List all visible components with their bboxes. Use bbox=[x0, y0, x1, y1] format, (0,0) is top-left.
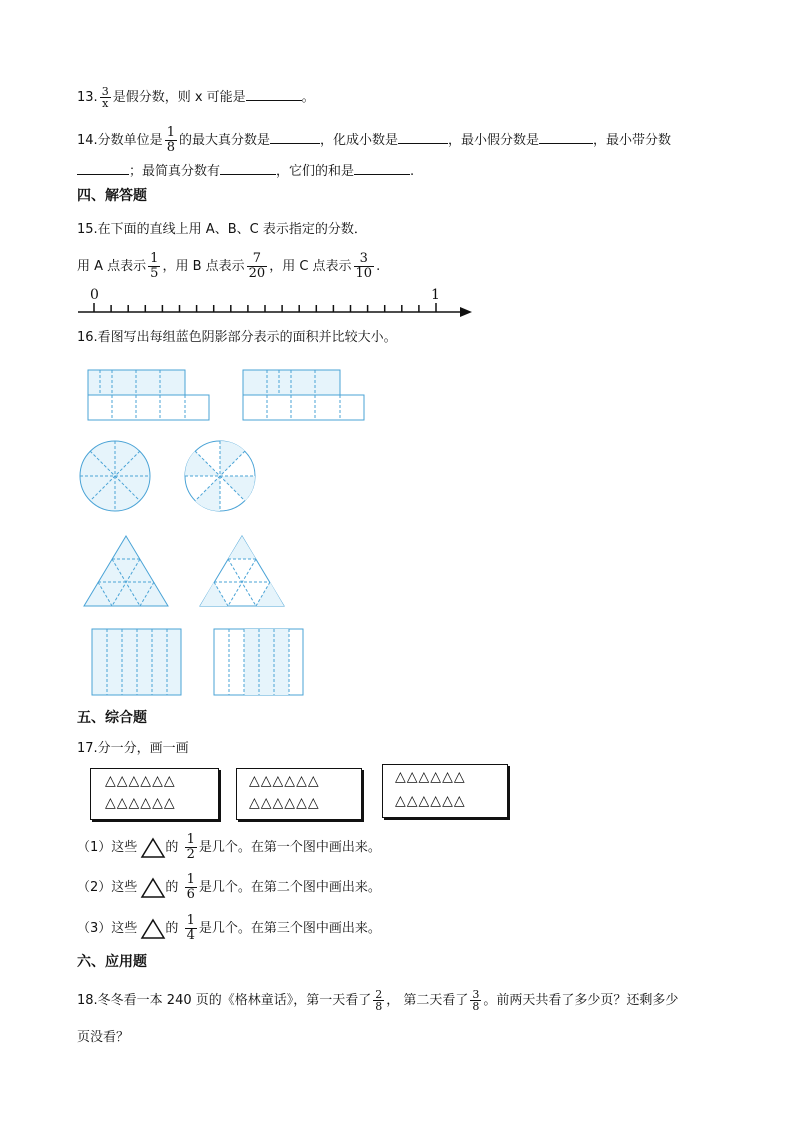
fraction: $\frac{7}{20}$ bbox=[248, 251, 266, 281]
circle-figure-2 bbox=[183, 439, 259, 515]
rectangle-figure-1 bbox=[91, 628, 183, 698]
question-17: 17.分一分，画一画 bbox=[77, 741, 189, 756]
fraction: $\frac{3}{x}$ bbox=[101, 85, 109, 110]
triangle-icon bbox=[141, 838, 165, 858]
fraction: $\frac{3}{10}$ bbox=[355, 251, 373, 281]
answer-blank[interactable] bbox=[354, 162, 410, 175]
triangle-box-3[interactable] bbox=[382, 764, 508, 818]
section-heading: 四、解答题 bbox=[77, 188, 147, 204]
question-15-instructions: 用 A 点表示 $\frac{1}{5}$ ，用 B 点表示 $\frac{7}{20}$ ，用 C 点表示 $\frac{3}{10}$ . bbox=[77, 251, 381, 281]
question-13: 13. $\frac{3}{x}$ 是假分数，则 x 可能是 。 bbox=[77, 85, 315, 110]
fraction: $\frac{1}{6}$ bbox=[186, 872, 195, 902]
question-14-line1: 14.分数单位是 $\frac{1}{8}$ 的最大真分数是 ，化成小数是 ，最小假分数是 ，最小带分数 bbox=[77, 125, 672, 155]
triangle-icon bbox=[141, 878, 165, 898]
triangle-row: △△△△△△ bbox=[249, 773, 320, 789]
question-18-line2: 页没看？ bbox=[77, 1030, 130, 1045]
question-17-part-1: （1）这些 的 $\frac{1}{2}$ 是几个。在第一个图中画出来。 bbox=[77, 832, 381, 862]
question-14-line2: ；最简真分数有 ，它们的和是 . bbox=[77, 162, 414, 182]
numberline-start-label: 0 bbox=[90, 287, 99, 303]
question-17-part-2: （2）这些 的 $\frac{1}{6}$ 是几个。在第二个图中画出来。 bbox=[77, 872, 381, 902]
section-heading: 五、综合题 bbox=[77, 710, 147, 726]
fraction: $\frac{1}{4}$ bbox=[186, 913, 195, 943]
number-line[interactable] bbox=[78, 302, 478, 322]
fraction: $\frac{1}{5}$ bbox=[150, 251, 159, 281]
triangle-row: △△△△△△ bbox=[249, 795, 320, 811]
triangle-row: △△△△△△ bbox=[395, 793, 466, 809]
question-17-part-3: （3）这些 的 $\frac{1}{4}$ 是几个。在第三个图中画出来。 bbox=[77, 913, 381, 943]
answer-blank[interactable] bbox=[246, 88, 302, 101]
triangle-box-2[interactable] bbox=[236, 768, 362, 820]
fraction: $\frac{1}{2}$ bbox=[186, 832, 195, 862]
triangle-row: △△△△△△ bbox=[395, 769, 466, 785]
answer-blank[interactable] bbox=[539, 131, 593, 144]
circle-figure-1 bbox=[78, 439, 154, 515]
triangle-figure-2 bbox=[200, 534, 286, 609]
numberline-end-label: 1 bbox=[431, 287, 440, 303]
answer-blank[interactable] bbox=[270, 131, 320, 144]
triangle-row: △△△△△△ bbox=[105, 795, 176, 811]
rectangle-figure-2 bbox=[213, 628, 305, 698]
grid-figure-1 bbox=[88, 370, 218, 425]
question-18-line1: 18.冬冬看一本 240 页的《格林童话》，第一天看了 $\frac{2}{8}$ ， 第二天看了 $\frac{3}{8}$ 。前两天共看了多少页？还剩多少 bbox=[77, 988, 679, 1013]
question-15: 15.在下面的直线上用 A、B、C 表示指定的分数． bbox=[77, 222, 367, 237]
answer-blank[interactable] bbox=[77, 162, 129, 175]
fraction: $\frac{2}{8}$ bbox=[375, 988, 383, 1013]
fraction: $\frac{1}{8}$ bbox=[166, 125, 175, 155]
triangle-row: △△△△△△ bbox=[105, 773, 176, 789]
fraction: $\frac{3}{8}$ bbox=[472, 988, 480, 1013]
triangle-figure-1 bbox=[84, 534, 170, 609]
triangle-box-1[interactable] bbox=[90, 768, 219, 820]
triangle-icon bbox=[141, 919, 165, 939]
answer-blank[interactable] bbox=[398, 131, 448, 144]
answer-blank[interactable] bbox=[220, 162, 276, 175]
section-heading: 六、应用题 bbox=[77, 954, 147, 970]
numberline-arrow bbox=[460, 307, 472, 317]
question-16: 16.看图写出每组蓝色阴影部分表示的面积并比较大小。 bbox=[77, 330, 397, 345]
grid-figure-2 bbox=[243, 370, 373, 425]
